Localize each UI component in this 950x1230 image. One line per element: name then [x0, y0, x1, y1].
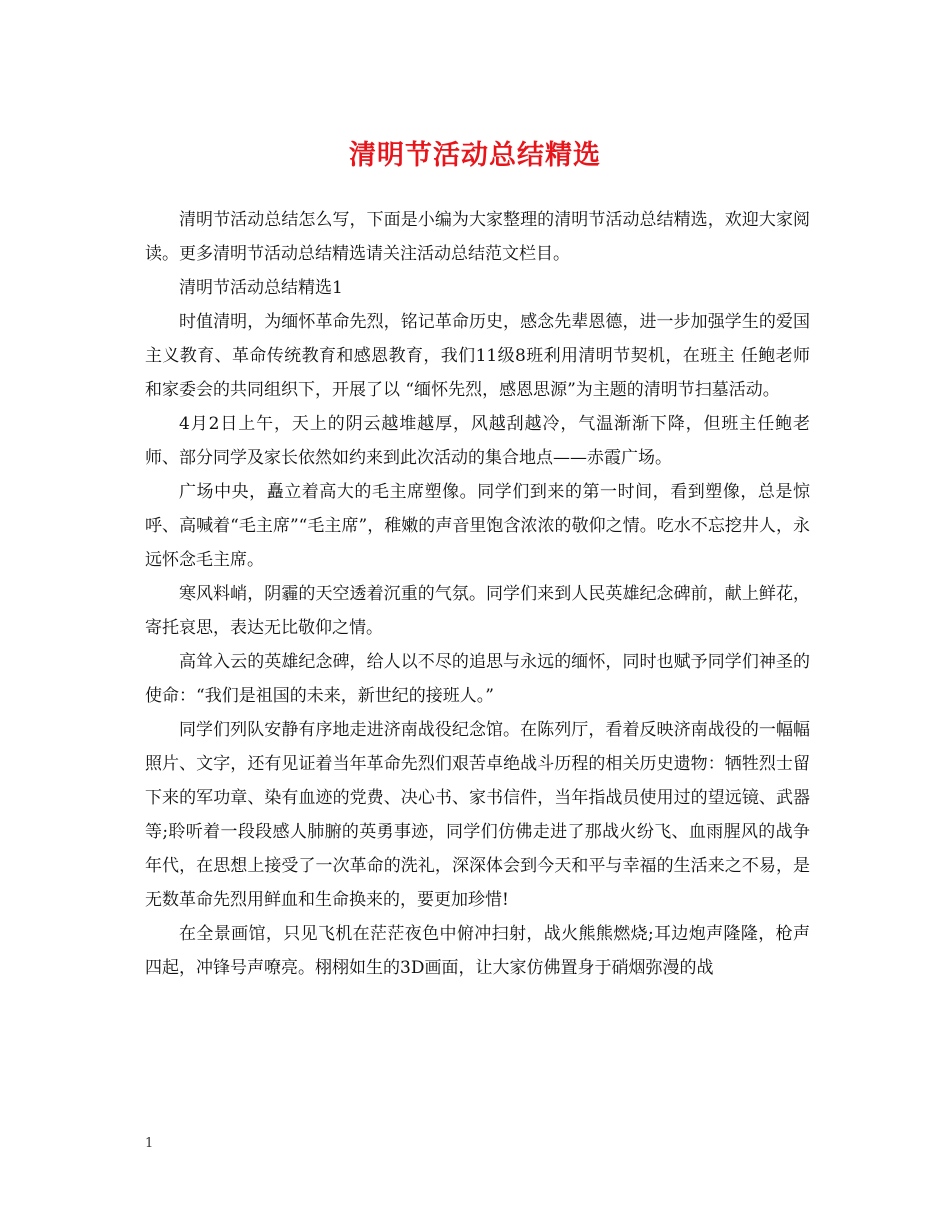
- paragraph: 时值清明，为缅怀革命先烈，铭记革命历史，感念先辈恩德，进一步加强学生的爱国主义教育、革命传统教育和感恩教育，我们11级8班利用清明节契机，在班主 任鲍老师和家委会的共同组织下，开展了以 “缅怀先烈，感恩思源”为主题的清明节扫墓活动。: [145, 312, 810, 400]
- paragraph: 寒风料峭，阴霾的天空透着沉重的气氛。同学们来到人民英雄纪念碑前，献上鲜花，寄托哀思，表达无比敬仰之情。: [145, 584, 810, 638]
- paragraph: 4月2日上午，天上的阴云越堆越厚，风越刮越冷，气温渐渐下降，但班主任鲍老师、部分同学及家长依然如约来到此次活动的集合地点——赤霞广场。: [145, 414, 810, 468]
- paragraph: 高耸入云的英雄纪念碑，给人以不尽的追思与永远的缅怀，同时也赋予同学们神圣的使命：“我们是祖国的未来，新世纪的接班人。”: [145, 652, 810, 706]
- paragraph: 同学们列队安静有序地走进济南战役纪念馆。在陈列厅，看着反映济南战役的一幅幅照片、文字，还有见证着当年革命先烈们艰苦卓绝战斗历程的相关历史遗物：牺牲烈士留下来的军功章、染有血迹的党费、决心书、家书信件，当年指战员使用过的望远镜、武器等;聆听着一段段感人肺腑的英勇事迹，同学们仿佛走进了那战火纷飞、血雨腥风的战争年代，在思想上接受了一次革命的洗礼，深深体会到今天和平与幸福的生活来之不易，是无数革命先烈用鲜血和生命换来的，要更加珍惜!: [145, 720, 810, 910]
- page-title: 清明节活动总结精选: [349, 140, 601, 171]
- paragraph-intro: 清明节活动总结怎么写，下面是小编为大家整理的清明节活动总结精选，欢迎大家阅读。更多清明节活动总结精选请关注活动总结范文栏目。: [145, 210, 810, 264]
- paragraph: 广场中央，矗立着高大的毛主席塑像。同学们到来的第一时间，看到塑像，总是惊呼、高喊着“毛主席”“毛主席”，稚嫩的声音里饱含浓浓的敬仰之情。吃水不忘挖井人，永远怀念毛主席。: [145, 482, 810, 570]
- section-heading: 清明节活动总结精选1: [179, 278, 343, 298]
- page-number: 1: [145, 1136, 154, 1151]
- paragraph: 在全景画馆，只见飞机在茫茫夜色中俯冲扫射，战火熊熊燃烧;耳边炮声隆隆，枪声四起，冲锋号声嘹亮。栩栩如生的3D画面，让大家仿佛置身于硝烟弥漫的战: [145, 924, 810, 978]
- document-body: [145, 203, 810, 985]
